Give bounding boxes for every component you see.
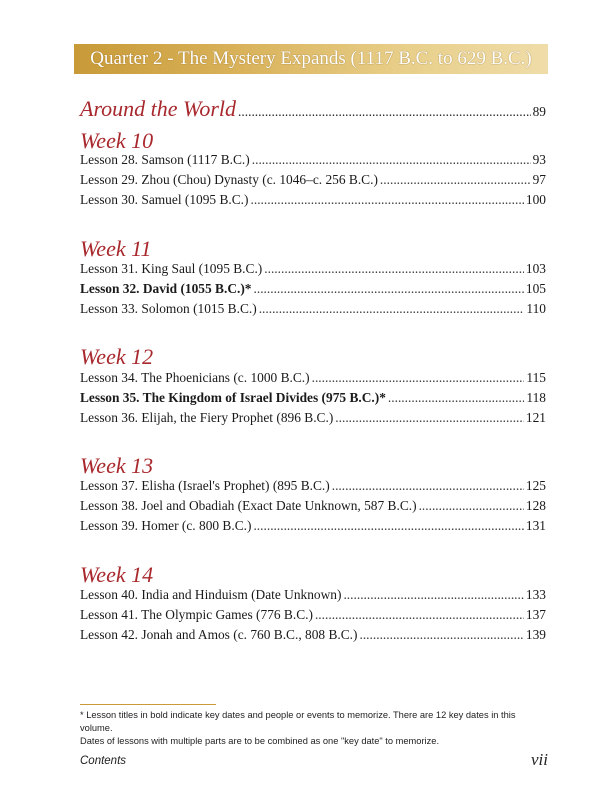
toc-entry[interactable] <box>80 368 546 388</box>
toc-entry[interactable] <box>80 585 546 605</box>
toc-entry[interactable] <box>80 605 546 625</box>
dot-leader <box>359 625 523 645</box>
page-number: 97 <box>532 172 546 187</box>
toc-entry[interactable] <box>80 259 546 279</box>
page-number: 105 <box>525 281 546 296</box>
dot-leader <box>254 279 524 299</box>
dot-leader <box>251 190 524 210</box>
footnote-line-1: * Lesson titles in bold indicate key dates and people or events to memorize. There are 12 key dates in this volume. <box>80 710 516 733</box>
lesson-title: Lesson 34. The Phoenicians (c. 1000 B.C.) <box>80 370 310 385</box>
toc-entry[interactable] <box>80 625 546 645</box>
dot-leader <box>315 605 524 625</box>
toc-entry-key-date[interactable] <box>80 279 546 299</box>
page-number: 121 <box>525 410 546 425</box>
dot-leader <box>264 259 524 279</box>
around-the-world-heading: Around the World <box>80 96 237 121</box>
page-number: 128 <box>525 498 546 513</box>
lesson-title: Lesson 42. Jonah and Amos (c. 760 B.C., 808 B.C.) <box>80 627 358 642</box>
footer-page-number: vii <box>531 750 548 769</box>
week-heading: Week 10 <box>80 128 154 153</box>
dot-leader <box>380 170 531 190</box>
dot-leader <box>312 368 525 388</box>
lesson-title: Lesson 38. Joel and Obadiah (Exact Date Unknown, 587 B.C.) <box>80 498 417 513</box>
lesson-title: Lesson 35. The Kingdom of Israel Divides (975 B.C.)* <box>80 390 386 405</box>
toc-entry-around-the-world[interactable] <box>80 96 546 124</box>
footnote-divider <box>80 704 216 705</box>
dot-leader <box>259 299 525 319</box>
page-number: 131 <box>525 518 546 533</box>
week-heading: Week 14 <box>80 562 154 587</box>
toc-entry[interactable] <box>80 476 546 496</box>
footer-section-label: Contents <box>80 755 127 767</box>
toc-entry[interactable] <box>80 299 546 319</box>
page-number: 118 <box>526 390 546 405</box>
dot-leader <box>332 476 524 496</box>
lesson-title: Lesson 39. Homer (c. 800 B.C.) <box>80 518 252 533</box>
lesson-title: Lesson 37. Elisha (Israel's Prophet) (895 B.C.) <box>80 478 330 493</box>
week-heading: Week 12 <box>80 344 154 369</box>
page-number: 89 <box>532 104 546 119</box>
week-heading: Week 13 <box>80 453 154 478</box>
page-number: 100 <box>525 192 546 207</box>
toc-entry[interactable] <box>80 496 546 516</box>
lesson-title: Lesson 31. King Saul (1095 B.C.) <box>80 261 263 276</box>
page-number: 115 <box>526 370 546 385</box>
lesson-title: Lesson 41. The Olympic Games (776 B.C.) <box>80 607 313 622</box>
week-heading: Week 11 <box>80 236 152 261</box>
lesson-title: Lesson 29. Zhou (Chou) Dynasty (c. 1046–c. 256 B.C.) <box>80 172 378 187</box>
dot-leader <box>388 388 525 408</box>
dot-leader <box>253 516 523 536</box>
lesson-title: Lesson 33. Solomon (1015 B.C.) <box>80 301 257 316</box>
toc-entry[interactable] <box>80 150 546 170</box>
dot-leader <box>238 104 531 120</box>
quarter-banner-title: Quarter 2 - The Mystery Expands (1117 B.C. to 629 B.C.) <box>90 48 532 69</box>
toc-entry[interactable] <box>80 408 546 428</box>
page-number: 133 <box>525 587 546 602</box>
page-number: 103 <box>525 261 546 276</box>
footnote-line-2: Dates of lessons with multiple parts are to be combined as one "key date" to memorize. <box>80 736 440 746</box>
page-number: 110 <box>526 301 546 316</box>
toc-entry-key-date[interactable] <box>80 388 546 408</box>
lesson-title: Lesson 32. David (1055 B.C.)* <box>80 281 252 296</box>
lesson-title: Lesson 40. India and Hinduism (Date Unknown) <box>80 587 342 602</box>
lesson-title: Lesson 36. Elijah, the Fiery Prophet (896 B.C.) <box>80 410 334 425</box>
footnote <box>80 709 550 748</box>
dot-leader <box>252 150 531 170</box>
page-number: 125 <box>525 478 546 493</box>
dot-leader <box>343 585 523 605</box>
toc-entry[interactable] <box>80 190 546 210</box>
dot-leader <box>419 496 524 516</box>
page-number: 137 <box>525 607 546 622</box>
quarter-banner <box>74 44 548 74</box>
toc-entry[interactable] <box>80 516 546 536</box>
page-number: 93 <box>532 152 546 167</box>
toc-entry[interactable] <box>80 170 546 190</box>
lesson-title: Lesson 30. Samuel (1095 B.C.) <box>80 192 249 207</box>
dot-leader <box>335 408 524 428</box>
lesson-title: Lesson 28. Samson (1117 B.C.) <box>80 152 250 167</box>
page-number: 139 <box>525 627 546 642</box>
